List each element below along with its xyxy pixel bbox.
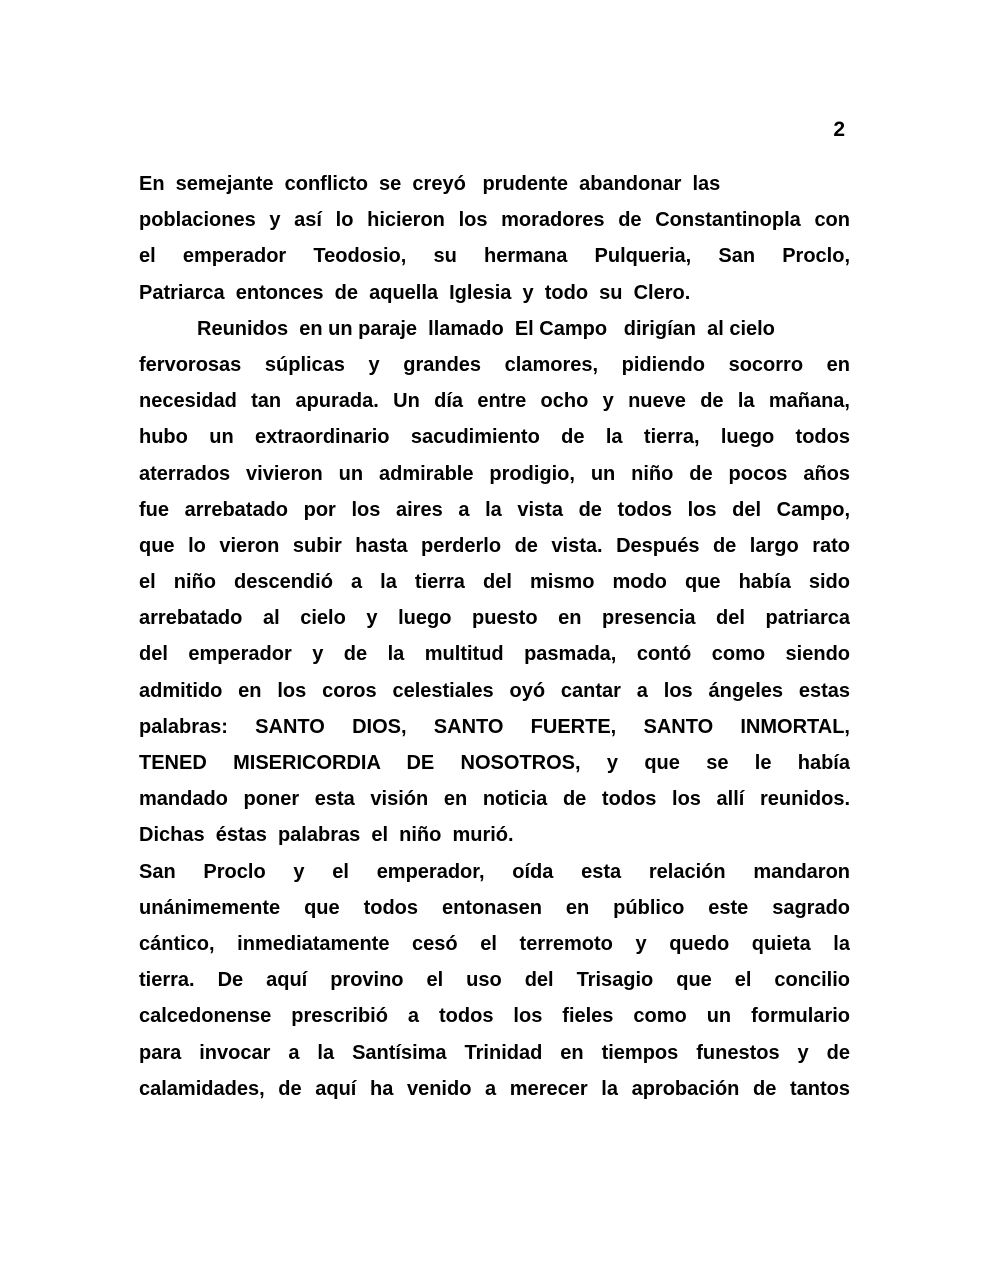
text-line: Dichas éstas palabras el niño murió. — [139, 824, 514, 847]
text-line: arrebatado al cielo y luego puesto en presencia del patriarca — [139, 607, 850, 630]
text-line: fue arrebatado por los aires a la vista de todos los del Campo, — [139, 498, 850, 521]
text-line: Patriarca entonces de aquella Iglesia y todo su Clero. — [139, 281, 691, 304]
text-line: tierra. De aquí provino el uso del Trisagio que el concilio — [139, 969, 850, 992]
document-body — [139, 166, 850, 1107]
text-line: para invocar a la Santísima Trinidad en tiempos funestos y de — [139, 1041, 850, 1064]
text-line: fervorosas súplicas y grandes clamores, pidiendo socorro en — [139, 353, 850, 376]
text-line: Reunidos en un paraje llamado El Campo dirigían al cielo — [197, 317, 775, 340]
text-line: el niño descendió a la tierra del mismo modo que había sido — [139, 571, 850, 594]
text-line: San Proclo y el emperador, oída esta relación mandaron — [139, 860, 850, 883]
page-number: 2 — [833, 118, 845, 141]
text-line: palabras: SANTO DIOS, SANTO FUERTE, SANTO INMORTAL, — [139, 715, 850, 738]
text-line: aterrados vivieron un admirable prodigio, un niño de pocos años — [139, 462, 850, 485]
text-line: En semejante conflicto se creyó prudente abandonar las — [139, 173, 721, 195]
text-line: poblaciones y así lo hicieron los moradores de Constantinopla con — [139, 209, 850, 232]
text-line: que lo vieron subir hasta perderlo de vista. Después de largo rato — [139, 534, 850, 557]
text-line: calamidades, de aquí ha venido a merecer la aprobación de tantos — [139, 1077, 850, 1100]
text-line: mandado poner esta visión en noticia de todos los allí reunidos. — [139, 788, 850, 811]
text-line: del emperador y de la multitud pasmada, contó como siendo — [139, 643, 850, 666]
text-line: TENED MISERICORDIA DE NOSOTROS, y que se le había — [139, 752, 850, 774]
text-line: admitido en los coros celestiales oyó cantar a los ángeles estas — [139, 679, 850, 702]
text-line: necesidad tan apurada. Un día entre ocho y nueve de la mañana, — [139, 390, 850, 413]
text-line: calcedonense prescribió a todos los fieles como un formulario — [139, 1005, 850, 1028]
text-line: unánimemente que todos entonasen en público este sagrado — [139, 896, 850, 919]
text-line: cántico, inmediatamente cesó el terremoto y quedo quieta la — [139, 932, 850, 955]
text-line: hubo un extraordinario sacudimiento de la tierra, luego todos — [139, 426, 850, 449]
text-line: el emperador Teodosio, su hermana Pulqueria, San Proclo, — [139, 245, 850, 268]
